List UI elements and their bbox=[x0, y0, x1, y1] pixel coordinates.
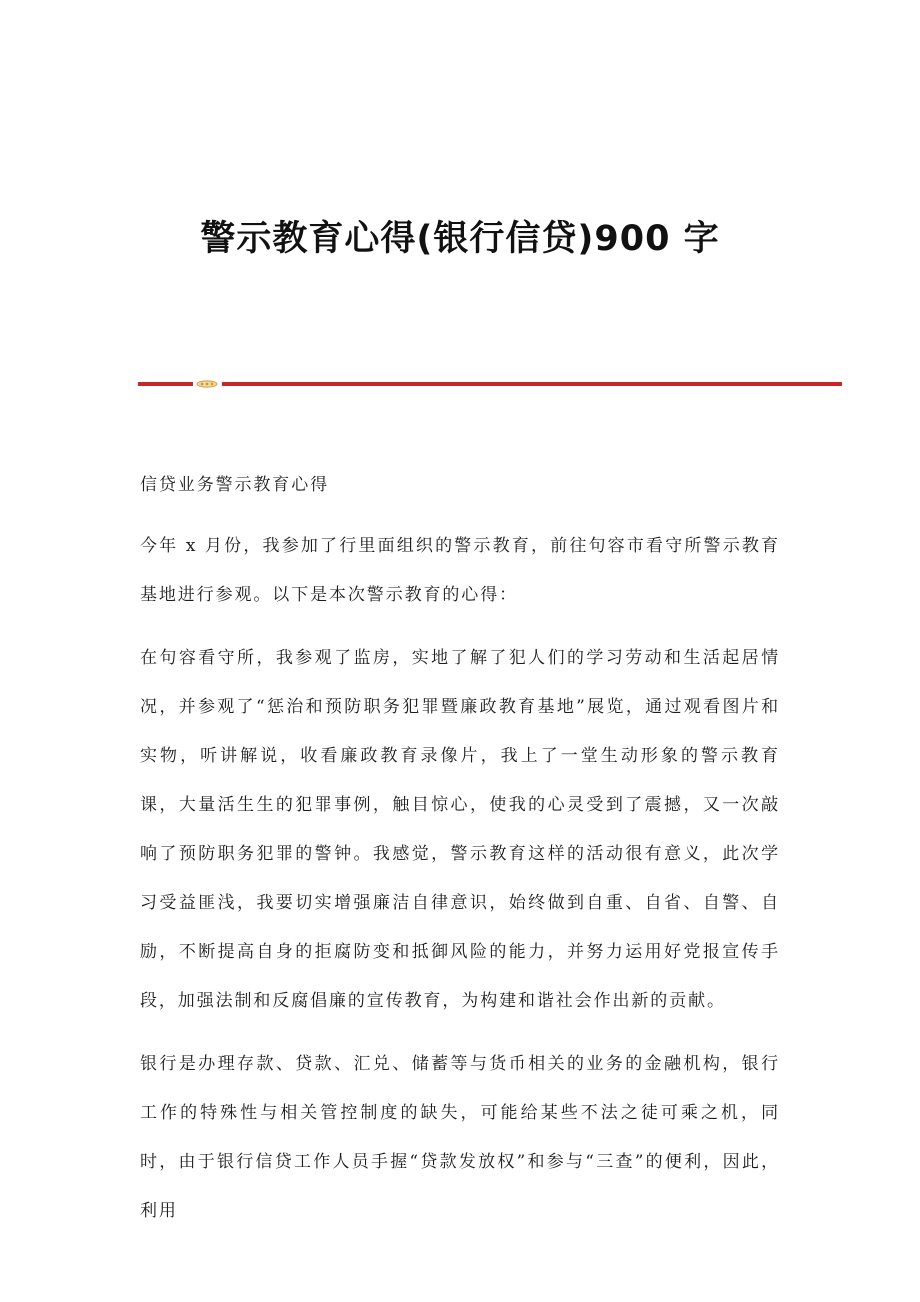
paragraph-2: 在句容看守所，我参观了监房，实地了解了犯人们的学习劳动和生活起居情况，并参观了“惩治和预防职务犯罪暨廉政教育基地”展览，通过观看图片和实物，听讲解说，收看廉政教育录像片，我上了一堂生动形象的警示教育课，大量活生生的犯罪事例，触目惊心，使我的心灵受到了震撼，又一次敲响了预防职务犯罪的警钟。我感觉，警示教育这样的活动很有意义，此次学习受益匪浅，我要切实增强廉洁自律意识，始终做到自重、自省、自警、自励，不断提高自身的拒腐防变和抵御风险的能力，并努力运用好党报宣传手段，加强法制和反腐倡廉的宣传教育，为构建和谐社会作出新的贡献。 bbox=[140, 648, 780, 1011]
paragraph-3: 银行是办理存款、贷款、汇兑、储蓄等与货币相关的业务的金融机构，银行工作的特殊性与相关管控制度的缺失，可能给某些不法之徒可乘之机，同时，由于银行信贷工作人员手握“贷款发放权”和参与“三查”的便利，因此，利用 bbox=[140, 1054, 780, 1221]
paragraph-1: 今年 x 月份，我参加了行里面组织的警示教育，前往句容市看守所警示教育基地进行参观。以下是本次警示教育的心得： bbox=[140, 536, 780, 605]
divider-left-segment bbox=[138, 382, 193, 386]
document-body bbox=[140, 466, 780, 1250]
section-heading: 信贷业务警示教育心得 bbox=[140, 475, 329, 495]
document-title: 警示教育心得(银行信贷)900 字 bbox=[200, 219, 720, 259]
divider-right-segment bbox=[222, 382, 842, 386]
divider-ornament-icon bbox=[196, 380, 218, 388]
title-divider bbox=[138, 380, 842, 390]
